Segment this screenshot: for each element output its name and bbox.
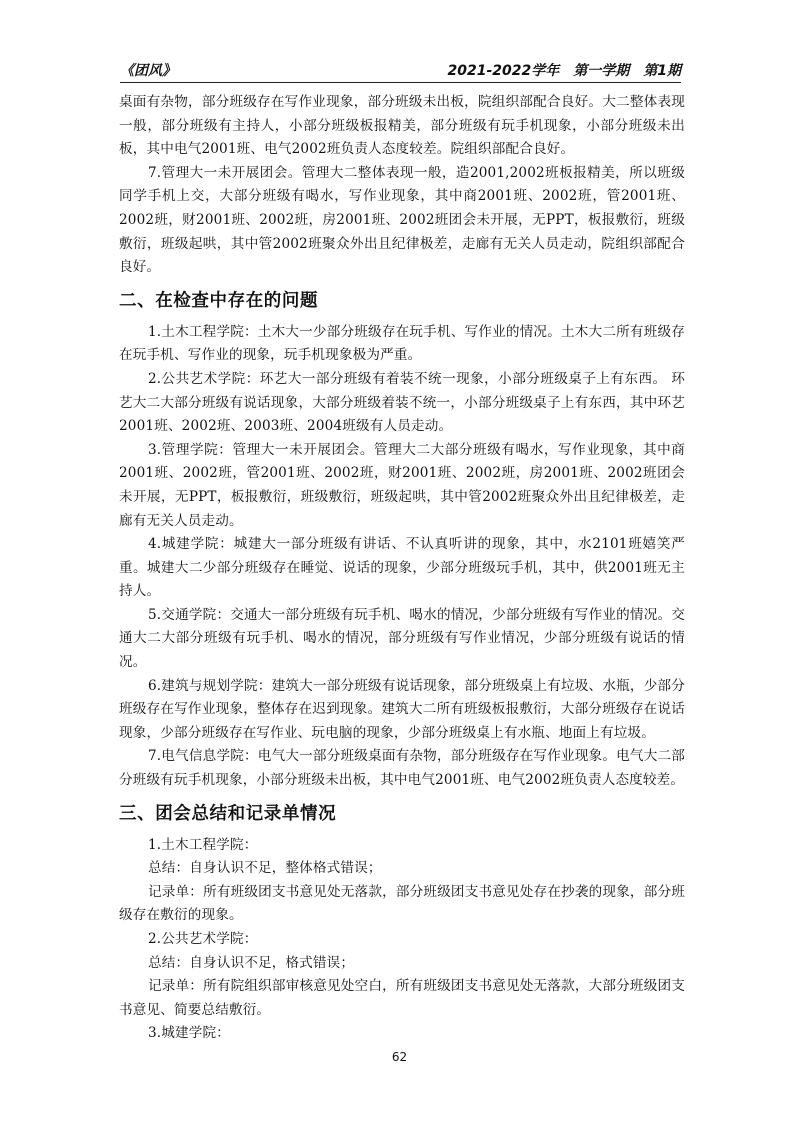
section3-paragraph: 3.城建学院： — [148, 1025, 230, 1042]
section3-paragraph: 总结：自身认识不足，格式错误； — [148, 954, 355, 971]
section2-paragraph: 3.管理学院：管理大一未开展团会。管理大二大部分班级有喝水，写作业现象，其中商2001班、2002班，管2001班、2002班，财2001班、2002班，房2001班、2002班团会未开展，无PPT，板报敷衍，班级敷衍，班级起哄，其中管2002班聚众外出且纪律极差，走廊有无关人员走动。 — [119, 441, 685, 529]
section3-paragraph: 2.公共艺术学院： — [148, 931, 258, 947]
section-heading: 三、团会总结和记录单情况 — [119, 803, 337, 824]
intro-paragraph: 7.管理大一未开展团会。管理大二整体表现一般，造2001,2002班板报精美，所以班级同学手机上交，大部分班级有喝水，写作业现象，其中商2001班、2002班，管2001班、2002班，财2001班、2002班，房2001班、2002班团会未开展，无PPT，板报敷衍，班级敷衍，班级起哄，其中管2002班聚众外出且纪律极差，走廊有无关人员走动，院组织部配合良好。 — [119, 164, 685, 276]
page-header — [120, 56, 681, 83]
page-number: 62 — [391, 1050, 408, 1064]
intro-paragraph: 桌面有杂物，部分班级存在写作业现象，部分班级未出板，院组织部配合良好。大二整体表现一般，部分班级有主持人，小部分班级板报精美，部分班级有玩手机现象，小部分班级未出板，其中电气2001班、电气2002班负责人态度较差。院组织部配合良好。 — [119, 94, 685, 158]
section2-paragraph: 4.城建学院：城建大一部分班级有讲话、不认真听讲的现象，其中，水2101班嬉笑严重。城建大二少部分班级存在睡觉、说话的现象，少部分班级玩手机，其中，供2001班无主持人。 — [119, 536, 685, 600]
section3-paragraph: 记录单：所有班级团支书意见处无落款，部分班级团支书意见处存在抄袭的现象，部分班级存在敷衍的现象。 — [119, 883, 685, 924]
section3-paragraph: 记录单：所有院组织部审核意见处空白，所有班级团支书意见处无落款，大部分班级团支书意见、简要总结敷衍。 — [119, 978, 685, 1018]
page-content — [119, 91, 685, 1046]
section2-paragraph: 2.公共艺术学院：环艺大一部分班级有着装不统一现象，小部分班级桌子上有东西。 环艺大二大部分班级有说话现象，大部分班级着装不统一，小部分班级桌子上有东西，其中环艺2001班、2002班、2003班、2004班级有人员走动。 — [119, 370, 685, 435]
section2-paragraph: 5.交通学院：交通大一部分班级有玩手机、喝水的情况，少部分班级有写作业的情况。交通大二大部分班级有玩手机、喝水的情况，部分班级有写作业情况，少部分班级有说话的情况。 — [119, 606, 685, 671]
section2-paragraph: 1.土木工程学院：土木大一少部分班级存在玩手机、写作业的情况。土木大二所有班级存在玩手机、写作业的现象，玩手机现象极为严重。 — [119, 323, 685, 364]
section2-paragraph: 7.电气信息学院：电气大一部分班级桌面有杂物，部分班级存在写作业现象。电气大二部分班级有玩手机现象，小部分班级未出板，其中电气2001班、电气2002班负责人态度较差。 — [119, 748, 685, 789]
section2-paragraph: 6.建筑与规划学院：建筑大一部分班级有说话现象，部分班级桌上有垃圾、水瓶，少部分班级存在写作业现象，整体存在迟到现象。建筑大二所有班级板报敷衍，大部分班级存在说话现象，少部分班级存在写作业、玩电脑的现象，少部分班级桌上有水瓶、地面上有垃圾。 — [119, 677, 685, 741]
journal-title: 《团风》 — [120, 63, 176, 79]
section3-paragraph: 总结：自身认识不足，整体格式错误； — [148, 860, 382, 877]
section3-paragraph: 1.土木工程学院： — [148, 836, 258, 853]
issue-info: 2021-2022学年 第一学期 第1期 — [447, 63, 681, 79]
section-heading: 二、在检查中存在的问题 — [119, 290, 319, 311]
